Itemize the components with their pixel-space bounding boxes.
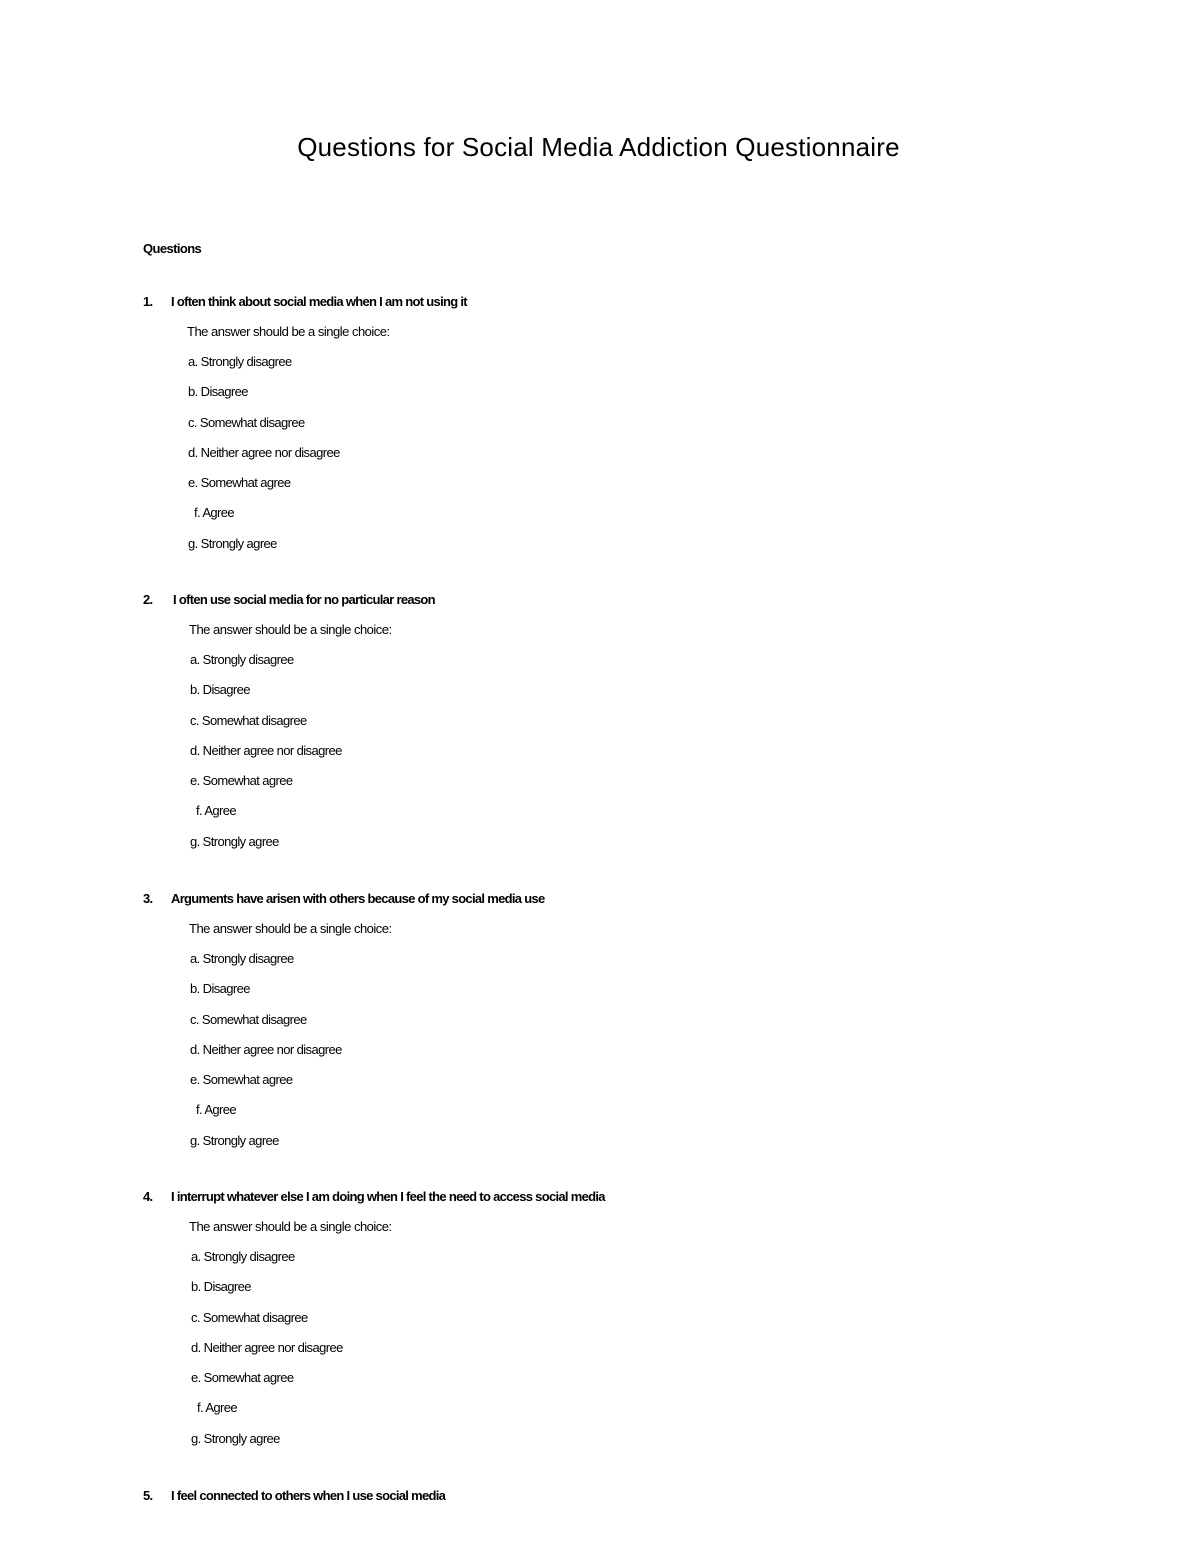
question-block: [143, 294, 1043, 566]
answer-option: d. Neither agree nor disagree: [190, 742, 342, 758]
question-text: I often use social media for no particular reason: [173, 592, 435, 607]
question-line: [143, 294, 1043, 324]
question-text: Arguments have arisen with others because of my social media use: [171, 891, 545, 906]
answer-option: e. Somewhat agree: [190, 773, 293, 789]
question-number: 3.: [143, 891, 153, 906]
answer-instruction: The answer should be a single choice:: [187, 324, 390, 339]
question-text: I feel connected to others when I use social media: [171, 1488, 446, 1503]
question-block: [143, 1189, 1043, 1461]
question-number: 2.: [143, 592, 153, 607]
question-block: [143, 891, 1043, 1163]
answer-option: a. Strongly disagree: [190, 951, 294, 966]
answer-option: e. Somewhat agree: [188, 475, 291, 491]
answer-option: b. Disagree: [191, 1279, 251, 1295]
answer-option: a. Strongly disagree: [190, 652, 294, 667]
question-line: [143, 1189, 1043, 1219]
answer-option: b. Disagree: [188, 384, 248, 400]
answer-instruction: The answer should be a single choice:: [189, 622, 392, 637]
answer-option: a. Strongly disagree: [191, 1249, 295, 1264]
question-text: I often think about social media when I am not using it: [171, 294, 467, 309]
answer-option: b. Disagree: [190, 981, 250, 997]
answer-option: g. Strongly agree: [188, 535, 277, 551]
question-block: [143, 1488, 1043, 1518]
answer-instruction: The answer should be a single choice:: [189, 1219, 392, 1234]
answer-option: g. Strongly agree: [190, 833, 279, 849]
answer-option: d. Neither agree nor disagree: [191, 1339, 343, 1355]
answer-option: f. Agree: [196, 803, 237, 819]
question-line: [143, 592, 1043, 622]
answer-option: d. Neither agree nor disagree: [188, 444, 340, 460]
answer-option: a. Strongly disagree: [188, 354, 292, 369]
answer-option: c. Somewhat disagree: [190, 712, 307, 728]
answer-option: f. Agree: [194, 505, 235, 521]
answer-option: g. Strongly agree: [191, 1430, 280, 1446]
answer-option: b. Disagree: [190, 682, 250, 698]
document-title: Questions for Social Media Addiction Questionnaire: [297, 132, 900, 162]
answer-instruction: The answer should be a single choice:: [189, 921, 392, 936]
answer-option: g. Strongly agree: [190, 1132, 279, 1148]
question-line: [143, 891, 1043, 921]
section-heading: Questions: [143, 241, 202, 256]
question-text: I interrupt whatever else I am doing when I feel the need to access social media: [171, 1189, 605, 1204]
question-number: 5.: [143, 1488, 153, 1503]
answer-option: c. Somewhat disagree: [188, 414, 305, 430]
question-block: [143, 592, 1043, 864]
answer-option: c. Somewhat disagree: [191, 1309, 308, 1325]
answer-option: f. Agree: [197, 1400, 238, 1416]
answer-option: d. Neither agree nor disagree: [190, 1041, 342, 1057]
answer-option: e. Somewhat agree: [191, 1370, 294, 1386]
question-number: 1.: [143, 294, 153, 309]
answer-option: f. Agree: [196, 1102, 237, 1118]
answer-option: c. Somewhat disagree: [190, 1011, 307, 1027]
question-number: 4.: [143, 1189, 153, 1204]
question-line: [143, 1488, 1043, 1518]
answer-option: e. Somewhat agree: [190, 1072, 293, 1088]
